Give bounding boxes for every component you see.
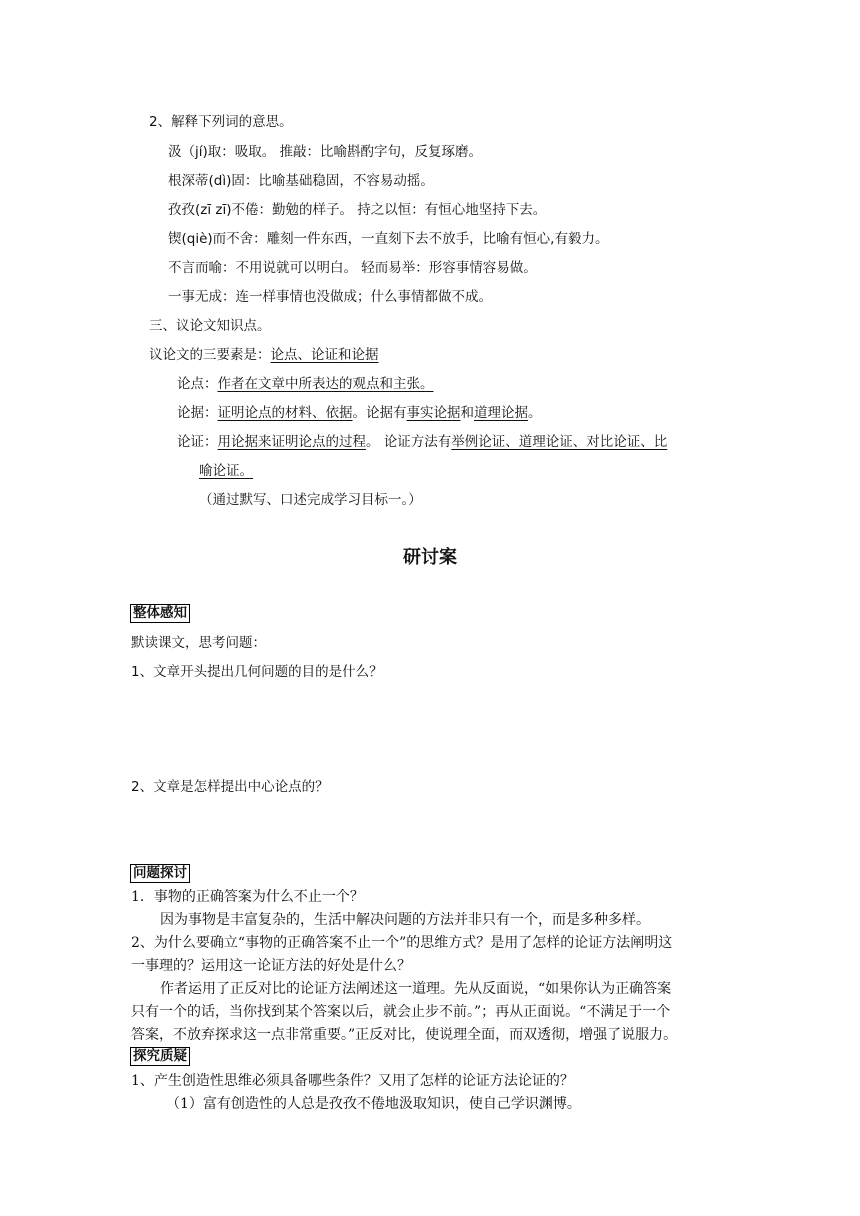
- proof-methods-cont: 喻论证。: [199, 463, 253, 479]
- vocab-line: 孜孜(zī zī)不倦：勤勉的样子。 持之以恒：有恒心地坚持下去。: [168, 202, 547, 218]
- evidence-prefix: 论据：: [177, 405, 218, 421]
- evidence-line: [177, 404, 542, 422]
- section-label-inquiry: 探究质疑: [130, 1047, 190, 1066]
- argument-line: [177, 375, 434, 393]
- overall-question-1: 1、文章开头提出几何问题的目的是什么？: [131, 664, 383, 680]
- section-label-overall: 整体感知: [130, 604, 190, 623]
- explore-question-1: 1．事物的正确答案为什么不止一个？: [131, 889, 364, 905]
- explore-question-2: 2、为什么要确立“事物的正确答案不止一个”的思维方式？是用了怎样的论证方法阐明这: [131, 935, 673, 951]
- explore-answer-2: 作者运用了正反对比的论证方法阐述这一道理。先从反面说，“如果你认为正确答案: [160, 981, 672, 997]
- evidence-reason: 道理论据: [474, 405, 528, 421]
- evidence-and: 和: [460, 405, 474, 421]
- section-label-explore: 问题探讨: [130, 864, 190, 883]
- explore-answer-2-cont: 只有一个的话，当你找到某个答案以后，就会止步不前。”；再从正面说。“不满足于一个: [131, 1004, 671, 1020]
- knowledge-heading: 三、议论文知识点。: [149, 318, 271, 334]
- explore-question-2-cont: 一事理的？运用这一论证方法的好处是什么？: [131, 958, 411, 974]
- evidence-fact: 事实论据: [406, 405, 461, 421]
- proof-methods: 举例论证、道理论证、对比论证、比: [451, 434, 668, 450]
- vocab-line: 不言而喻：不用说就可以明白。 轻而易举：形容事情容易做。: [168, 260, 537, 276]
- three-elements-line: [149, 346, 379, 364]
- inquiry-answer-1: （1）富有创造性的人总是孜孜不倦地汲取知识，使自己学识渊博。: [166, 1096, 581, 1112]
- three-elements-prefix: 议论文的三要素是：: [149, 347, 271, 363]
- explore-answer-2-cont: 答案，不放弃探求这一点非常重要。”正反对比，使说理全面，而双透彻，增强了说服力。: [131, 1027, 678, 1043]
- page-title: 研讨案: [403, 547, 457, 568]
- overall-question-2: 2、文章是怎样提出中心论点的？: [131, 779, 329, 795]
- vocab-line: 汲（jí)取：吸取。 推敲：比喻斟酌字句，反复琢磨。: [168, 144, 483, 160]
- inquiry-question-1: 1、产生创造性思维必须具备哪些条件？又用了怎样的论证方法论证的？: [131, 1073, 574, 1089]
- evidence-value: 证明论点的材料、依据: [217, 405, 353, 421]
- evidence-end: 。: [528, 405, 542, 421]
- vocab-heading: 2、解释下列词的意思。: [149, 114, 293, 130]
- proof-mid: 。 论证方法有: [366, 434, 452, 450]
- evidence-mid: 。论据有: [352, 405, 407, 421]
- vocab-line: 根深蒂(dì)固：比喻基础稳固，不容易动摇。: [168, 173, 434, 189]
- proof-prefix: 论证：: [177, 434, 218, 450]
- argument-value: 作者在文章中所表达的观点和主张。: [217, 376, 434, 392]
- three-elements-value: 论点、论证和论据: [270, 347, 379, 363]
- proof-value: 用论据来证明论点的过程: [217, 434, 366, 450]
- overall-intro: 默读课文，思考问题：: [131, 635, 266, 651]
- proof-line: [177, 433, 667, 451]
- study-note: （通过默写、口述完成学习目标一。）: [199, 492, 422, 508]
- vocab-line: 锲(qiè)而不舍：雕刻一件东西，一直刻下去不放手，比喻有恒心,有毅力。: [168, 231, 609, 247]
- argument-prefix: 论点：: [177, 376, 218, 392]
- vocab-line: 一事无成：连一样事情也没做成；什么事情都做不成。: [168, 289, 492, 305]
- explore-answer-1: 因为事物是丰富复杂的，生活中解决问题的方法并非只有一个，而是多种多样。: [160, 912, 650, 928]
